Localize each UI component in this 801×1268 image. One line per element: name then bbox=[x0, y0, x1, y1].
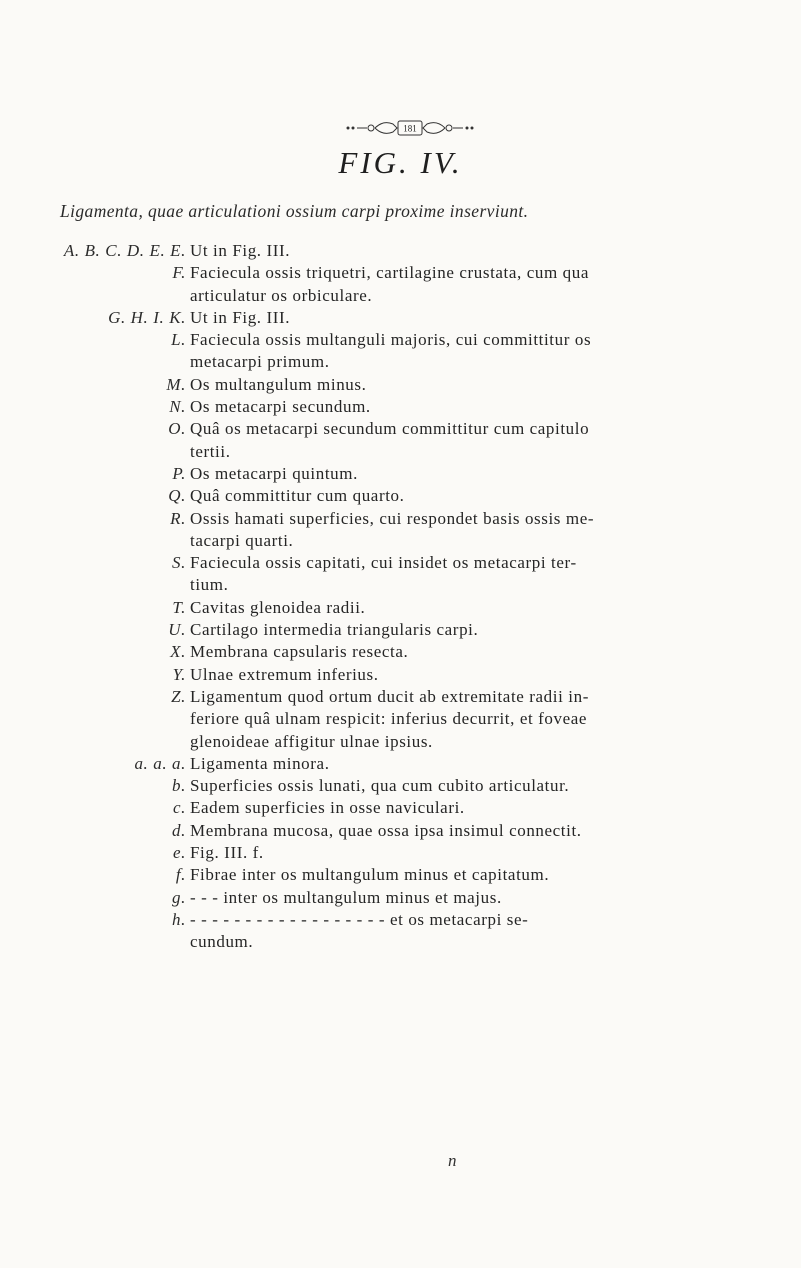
legend-entry bbox=[0, 887, 801, 909]
legend-entry bbox=[0, 619, 801, 641]
legend-entries bbox=[0, 240, 801, 954]
legend-label: Q. bbox=[168, 486, 186, 506]
legend-entry bbox=[0, 664, 801, 686]
legend-entry bbox=[0, 641, 801, 663]
legend-entry bbox=[0, 909, 801, 954]
legend-label: a. a. a. bbox=[134, 753, 186, 773]
legend-text bbox=[190, 374, 755, 396]
legend-text-line: Fig. III. f. bbox=[190, 843, 264, 863]
legend-label: P. bbox=[172, 463, 186, 483]
legend-label: S. bbox=[172, 553, 186, 573]
signature-mark: n bbox=[448, 1151, 457, 1170]
legend-label: T. bbox=[172, 597, 186, 617]
legend-entry bbox=[0, 775, 801, 797]
legend-text bbox=[190, 485, 755, 507]
legend-text bbox=[190, 797, 755, 819]
legend-text-line: Faciecula ossis capitati, cui insidet os metacarpi ter- bbox=[190, 553, 577, 573]
legend-text-line: Cavitas glenoidea radii. bbox=[190, 597, 366, 617]
legend-text-line: Ligamentum quod ortum ducit ab extremitate radii in- bbox=[190, 686, 589, 706]
legend-entry bbox=[0, 262, 801, 307]
legend-label: O. bbox=[168, 419, 186, 439]
legend-text-line: Quâ committitur cum quarto. bbox=[190, 486, 405, 506]
legend-text bbox=[190, 909, 755, 954]
legend-entry bbox=[0, 820, 801, 842]
legend-text-line: tacarpi quarti. bbox=[190, 530, 294, 550]
legend-text bbox=[190, 418, 755, 463]
legend-label: X. bbox=[170, 642, 186, 662]
legend-entry bbox=[0, 753, 801, 775]
legend-label: N. bbox=[169, 397, 186, 417]
legend-text-line: Faciecula ossis multanguli majoris, cui committitur os bbox=[190, 330, 592, 350]
legend-label: g. bbox=[172, 887, 186, 907]
legend-text bbox=[190, 262, 755, 307]
legend-text-line: tertii. bbox=[190, 441, 231, 461]
page-number: 181 bbox=[403, 123, 417, 134]
legend-text-line: Os metacarpi secundum. bbox=[190, 397, 371, 417]
legend-label: e. bbox=[173, 843, 186, 863]
legend-text-line: Faciecula ossis triquetri, cartilagine crustata, cum qua bbox=[190, 263, 589, 283]
legend-entry bbox=[0, 597, 801, 619]
ornament-page-number bbox=[345, 116, 475, 140]
legend-text-line: Membrana capsularis resecta. bbox=[190, 642, 409, 662]
legend-text-line: glenoideae affigitur ulnae ipsius. bbox=[190, 731, 433, 751]
legend-text bbox=[190, 307, 755, 329]
legend-text-line: Membrana mucosa, quae ossa ipsa insimul connectit. bbox=[190, 820, 582, 840]
legend-text bbox=[190, 552, 755, 597]
legend-label: c. bbox=[173, 798, 186, 818]
legend-text-line: Os multangulum minus. bbox=[190, 374, 367, 394]
figure-title: FIG. IV. bbox=[338, 145, 463, 180]
legend-text-line: Ulnae extremum inferius. bbox=[190, 664, 379, 684]
legend-text-line: cundum. bbox=[190, 932, 254, 952]
legend-text bbox=[190, 329, 755, 374]
legend-entry bbox=[0, 374, 801, 396]
legend-text-line: Eadem superficies in osse naviculari. bbox=[190, 798, 465, 818]
legend-text-line: Ut in Fig. III. bbox=[190, 241, 291, 260]
legend-entry bbox=[0, 686, 801, 753]
legend-text-line: Fibrae inter os multangulum minus et capitatum. bbox=[190, 865, 550, 885]
legend-label: Y. bbox=[172, 664, 186, 684]
legend-label: L. bbox=[171, 330, 186, 350]
legend-entry bbox=[0, 485, 801, 507]
legend-text-line: - - - inter os multangulum minus et majus. bbox=[190, 887, 502, 907]
legend-text-line: - - - - - - - - - - - - - - - - - - et os metacarpi se- bbox=[190, 909, 529, 929]
legend-text bbox=[190, 820, 755, 842]
legend-entry bbox=[0, 307, 801, 329]
legend-label: U. bbox=[168, 620, 186, 640]
legend-text bbox=[190, 508, 755, 553]
legend-label: h. bbox=[172, 909, 186, 929]
legend-entry bbox=[0, 329, 801, 374]
legend-text bbox=[190, 753, 755, 775]
legend-text bbox=[190, 463, 755, 485]
legend-label: A. B. C. D. E. E. bbox=[63, 241, 186, 260]
legend-label: G. H. I. K. bbox=[108, 307, 186, 327]
legend-text bbox=[190, 842, 755, 864]
legend-text-line: articulatur os orbiculare. bbox=[190, 285, 373, 305]
legend-text bbox=[190, 619, 755, 641]
legend-entry bbox=[0, 240, 801, 262]
legend-text-line: tium. bbox=[190, 575, 229, 595]
legend-entry bbox=[0, 418, 801, 463]
figure-caption: Ligamenta, quae articulationi ossium carpi proxime inserviunt. bbox=[60, 201, 529, 221]
legend-text bbox=[190, 240, 755, 262]
legend-text bbox=[190, 887, 755, 909]
legend-entry bbox=[0, 508, 801, 553]
legend-text-line: Ut in Fig. III. bbox=[190, 307, 291, 327]
legend-label: R. bbox=[170, 508, 186, 528]
legend-text-line: Ossis hamati superficies, cui respondet basis ossis me- bbox=[190, 508, 595, 528]
legend-entry bbox=[0, 864, 801, 886]
legend-label: b. bbox=[172, 776, 186, 796]
legend-entry bbox=[0, 396, 801, 418]
legend-label: M. bbox=[166, 374, 186, 394]
legend-text-line: feriore quâ ulnam respicit: inferius decurrit, et foveae bbox=[190, 709, 588, 729]
legend-text bbox=[190, 664, 755, 686]
legend-text-line: Superficies ossis lunati, qua cum cubito articulatur. bbox=[190, 776, 570, 796]
legend-text bbox=[190, 864, 755, 886]
legend-text-line: metacarpi primum. bbox=[190, 352, 330, 372]
legend-text bbox=[190, 641, 755, 663]
legend-label: Z. bbox=[171, 686, 186, 706]
legend-entry bbox=[0, 797, 801, 819]
legend-entry bbox=[0, 842, 801, 864]
legend-text bbox=[190, 686, 755, 753]
legend-text-line: Ligamenta minora. bbox=[190, 753, 330, 773]
legend-text-line: Os metacarpi quintum. bbox=[190, 463, 358, 483]
legend-text bbox=[190, 775, 755, 797]
legend-label: f. bbox=[175, 865, 186, 885]
legend-label: F. bbox=[172, 263, 186, 283]
legend-text bbox=[190, 597, 755, 619]
legend-text-line: Quâ os metacarpi secundum committitur cum capitulo bbox=[190, 419, 590, 439]
legend-entry bbox=[0, 463, 801, 485]
legend-entry bbox=[0, 552, 801, 597]
legend-text bbox=[190, 396, 755, 418]
legend-text-line: Cartilago intermedia triangularis carpi. bbox=[190, 620, 479, 640]
legend-label: d. bbox=[172, 820, 186, 840]
